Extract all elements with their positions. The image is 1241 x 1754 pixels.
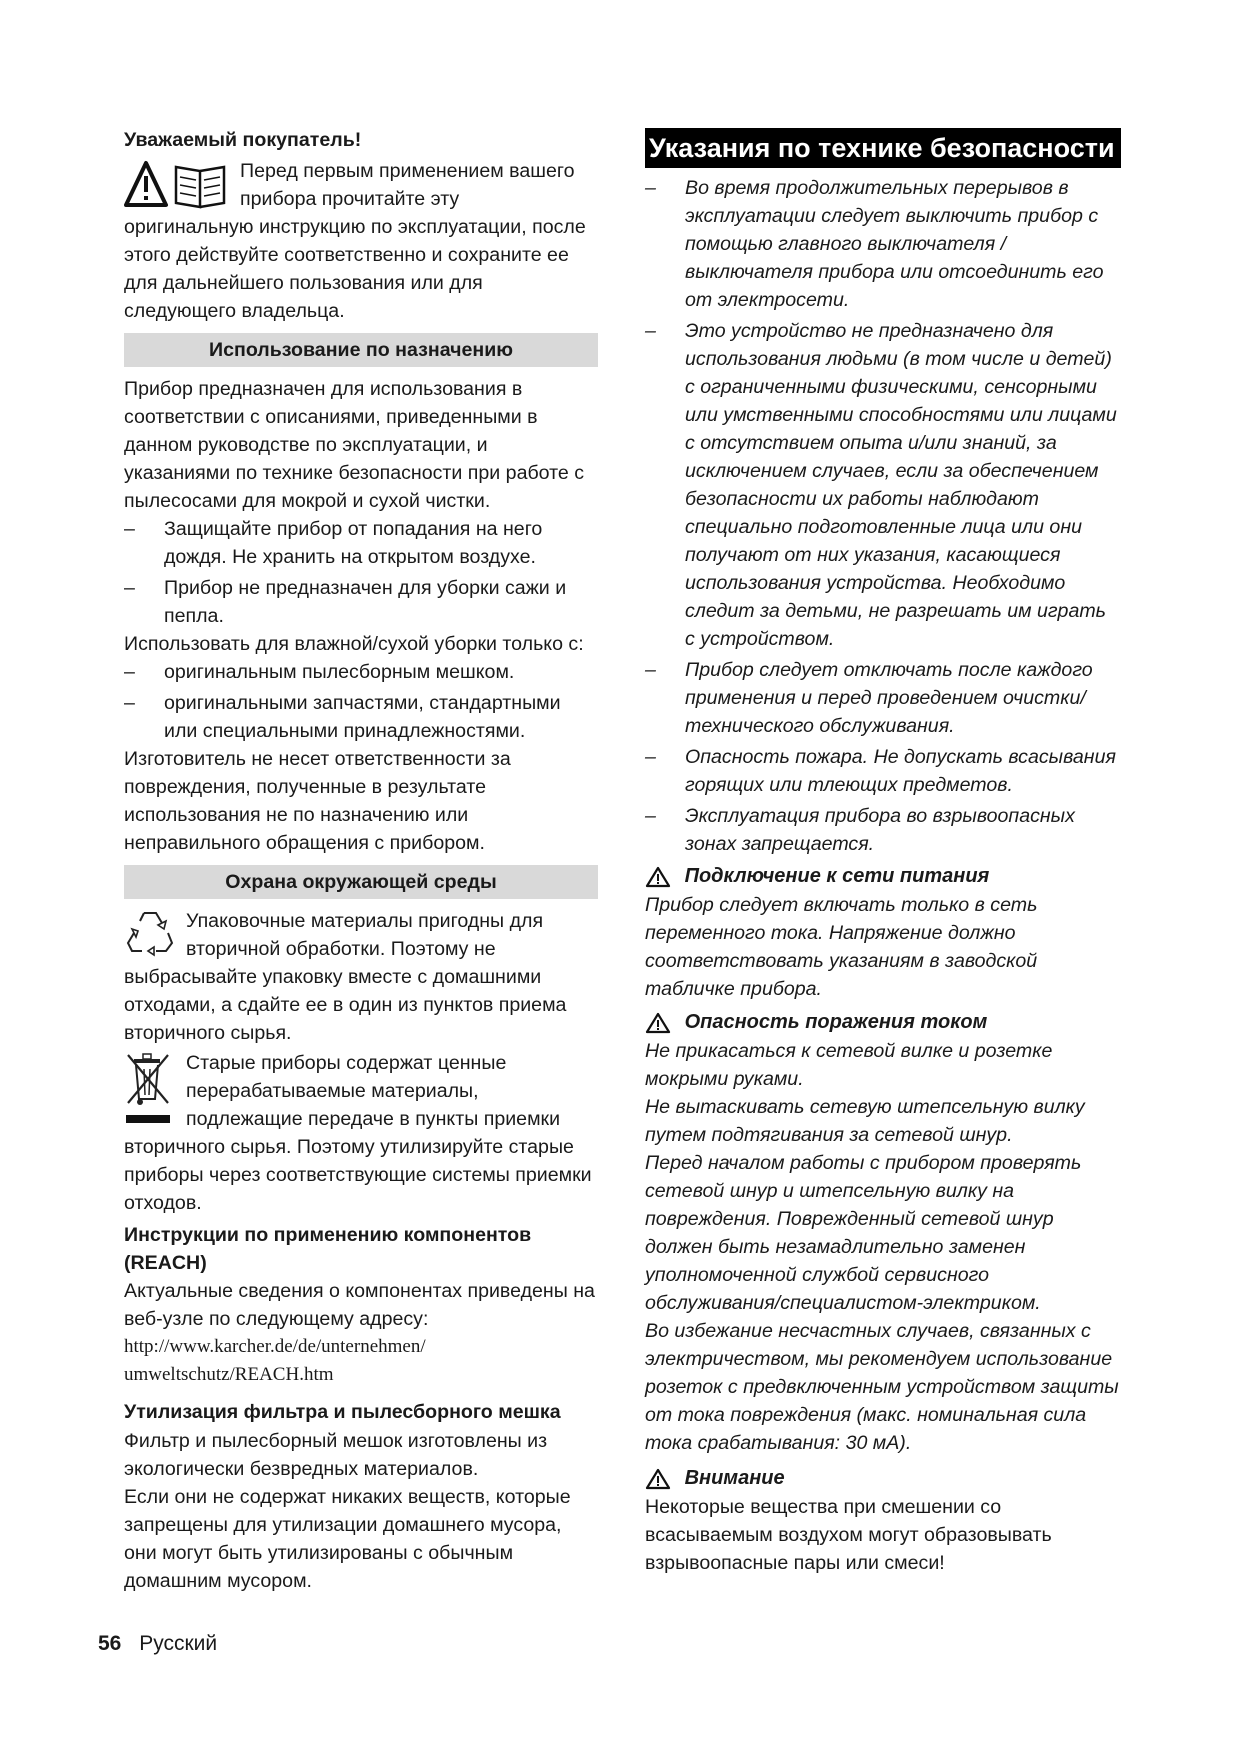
- shock-heading: Опасность поражения током: [684, 1011, 988, 1033]
- power-heading-row: [645, 861, 1121, 891]
- attention-heading: Внимание: [684, 1467, 785, 1489]
- environment-old-devices: [124, 1049, 598, 1217]
- disposal-heading: Утилизация фильтра и пылесборного мешка: [124, 1401, 561, 1423]
- usage-item: – Прибор не предназначен для уборки сажи и пепла.: [124, 577, 567, 627]
- power-heading: Подключение к сети питания: [684, 865, 990, 887]
- safety-item-text: Опасность пожара. Не допускать всасывания горящих или тлеющих предметов.: [685, 746, 1116, 796]
- page-footer: [98, 1632, 217, 1656]
- environment-heading: Охрана окружающей среды: [124, 865, 598, 899]
- disposal-text-2: Если они не содержат никаких веществ, которые запрещены для утилизации домашнего мусора, они могут быть утилизированы с обычным домашним мусором.: [124, 1486, 571, 1592]
- usage-heading: Использование по назначению: [124, 333, 598, 367]
- shock-p3: Перед началом работы с прибором проверять сетевой шнур и штепсельную вилку на повреждения. Поврежденный сетевой шнур должен быть незамадлительно заменен уполномоченной службой сервисного обслуживания/специалистом-электриком.: [645, 1152, 1082, 1314]
- usage-only-item: – оригинальным пылесборным мешком.: [124, 661, 515, 683]
- warning-triangle-icon: [645, 1012, 671, 1034]
- shock-p1: Не прикасаться к сетевой вилке и розетке мокрыми руками.: [645, 1040, 1053, 1090]
- warning-triangle-icon: [645, 866, 671, 888]
- left-column: [124, 126, 598, 1595]
- usage-only-item-text: оригинальными запчастями, стандартными или специальными принадлежностями.: [164, 692, 561, 742]
- usage-item-text: Защищайте прибор от попадания на него дождя. Не хранить на открытом воздухе.: [164, 518, 543, 568]
- safety-item-text: Прибор следует отключать после каждого применения и перед проведением очистки/технического обслуживания.: [685, 659, 1093, 737]
- reach-heading: Инструкции по применению компонентов (REACH): [124, 1224, 532, 1274]
- intro-rest: оригинальную инструкцию по эксплуатации, после этого действуйте соответственно и сохраните ее для дальнейшего пользования или для следующего владельца.: [124, 216, 586, 322]
- intro-block: [124, 157, 598, 213]
- safety-item-text: Во время продолжительных перерывов в эксплуатации следует выключить прибор с помощью главного выключателя / выключателя прибора или отсоединить его от электросети.: [685, 177, 1104, 311]
- attention-text: Некоторые вещества при смешении со всасываемым воздухом могут образовывать взрывоопасные пары или смеси!: [645, 1496, 1052, 1574]
- safety-item: – Эксплуатация прибора во взрывоопасных зонах запрещается.: [645, 805, 1075, 855]
- usage-only-item-text: оригинальным пылесборным мешком.: [164, 661, 515, 683]
- usage-item-text: Прибор не предназначен для уборки сажи и пепла.: [164, 577, 567, 627]
- recycle-icon: [124, 907, 186, 961]
- safety-item: – Прибор следует отключать после каждого применения и перед проведением очистки/технического обслуживания.: [645, 659, 1093, 737]
- safety-item: – Это устройство не предназначено для использования людьми (в том числе и детей) с ограниченными физическими, сенсорными или умственными способностями или лицами с отсутствием опыта и/или знаний, за исключением случаев, если за обеспечением безопасности их работы наблюдают специально подготовленные лица или они получают от них указания, касающиеся использования устройства. Необходимо следит за детьми, не разрешать им играть с устройством.: [645, 320, 1117, 650]
- power-text: Прибор следует включать только в сеть переменного тока. Напряжение должно соответствовать указаниям в заводской табличке прибора.: [645, 894, 1038, 1000]
- usage-only-with: Использовать для влажной/сухой уборки только с:: [124, 633, 584, 655]
- disposal-text-1: Фильтр и пылесборный мешок изготовлены из экологически безвредных материалов.: [124, 1430, 548, 1480]
- right-column: [645, 128, 1121, 1577]
- safety-heading: Указания по технике безопасности: [645, 128, 1121, 168]
- reach-url-line-1: http://www.karcher.de/de/unternehmen/: [124, 1336, 426, 1357]
- crossed-bin-icon: [124, 1049, 186, 1133]
- footer-language: Русский: [139, 1632, 218, 1655]
- usage-only-item: – оригинальными запчастями, стандартными или специальными принадлежностями.: [124, 692, 561, 742]
- shock-p4: Во избежание несчастных случаев, связанных с электричеством, мы рекомендуем использование розеток с предвключенным устройством защиты от тока повреждения (макс. номинальная сила тока срабатывания: 30 мА).: [645, 1320, 1119, 1454]
- page-number: 56: [98, 1632, 122, 1655]
- safety-item: – Опасность пожара. Не допускать всасывания горящих или тлеющих предметов.: [645, 746, 1116, 796]
- safety-item-text: Эксплуатация прибора во взрывоопасных зонах запрещается.: [685, 805, 1075, 855]
- warning-triangle-icon: [645, 1468, 671, 1490]
- intro-first: Перед первым применением вашего прибора прочитайте эту: [240, 160, 575, 210]
- usage-text: Прибор предназначен для использования в соответствии с описаниями, приведенными в данном руководстве по эксплуатации, и указаниями по технике безопасности при работе с пылесосами для мокрой и сухой чистки.: [124, 378, 585, 512]
- usage-liability: Изготовитель не несет ответственности за повреждения, полученные в результате использования не по назначению или неправильного обращения с прибором.: [124, 748, 511, 854]
- attention-heading-row: [645, 1463, 1121, 1493]
- reach-text: Актуальные сведения о компонентах приведены на веб-узле по следующему адресу:: [124, 1280, 595, 1330]
- environment-packaging: [124, 907, 598, 1047]
- environment-packaging-text: Упаковочные материалы пригодны для вторичной обработки. Поэтому не выбрасывайте упаковку вместе с домашними отходами, а сдайте ее в один из пунктов приема вторичного сырья.: [124, 910, 567, 1044]
- usage-item: – Защищайте прибор от попадания на него дождя. Не хранить на открытом воздухе.: [124, 518, 543, 568]
- shock-p2: Не вытаскивать сетевую штепсельную вилку путем подтягивания за сетевой шнур.: [645, 1096, 1085, 1146]
- safety-item: – Во время продолжительных перерывов в эксплуатации следует выключить прибор с помощью главного выключателя / выключателя прибора или отсоединить его от электросети.: [645, 177, 1104, 311]
- shock-heading-row: [645, 1007, 1121, 1037]
- environment-old-devices-text: Старые приборы содержат ценные перерабатываемые материалы, подлежащие передаче в пункты приемки вторичного сырья. Поэтому утилизируйте старые приборы через соответствующие системы приемки отходов.: [124, 1052, 592, 1214]
- greeting: Уважаемый покупатель!: [124, 129, 362, 151]
- safety-item-text: Это устройство не предназначено для использования людьми (в том числе и детей) с ограниченными физическими, сенсорными или умственными способностями или лицами с отсутствием опыта и/или знаний, за исключением случаев, если за обеспечением безопасности их работы наблюдают специально подготовленные лица или они получают от них указания, касающиеся использования устройства. Необходимо следит за детьми, не разрешать им играть с устройством.: [685, 320, 1117, 650]
- reach-url-line-2: umweltschutz/REACH.htm: [124, 1364, 334, 1385]
- warning-read-manual-icon: [124, 159, 240, 213]
